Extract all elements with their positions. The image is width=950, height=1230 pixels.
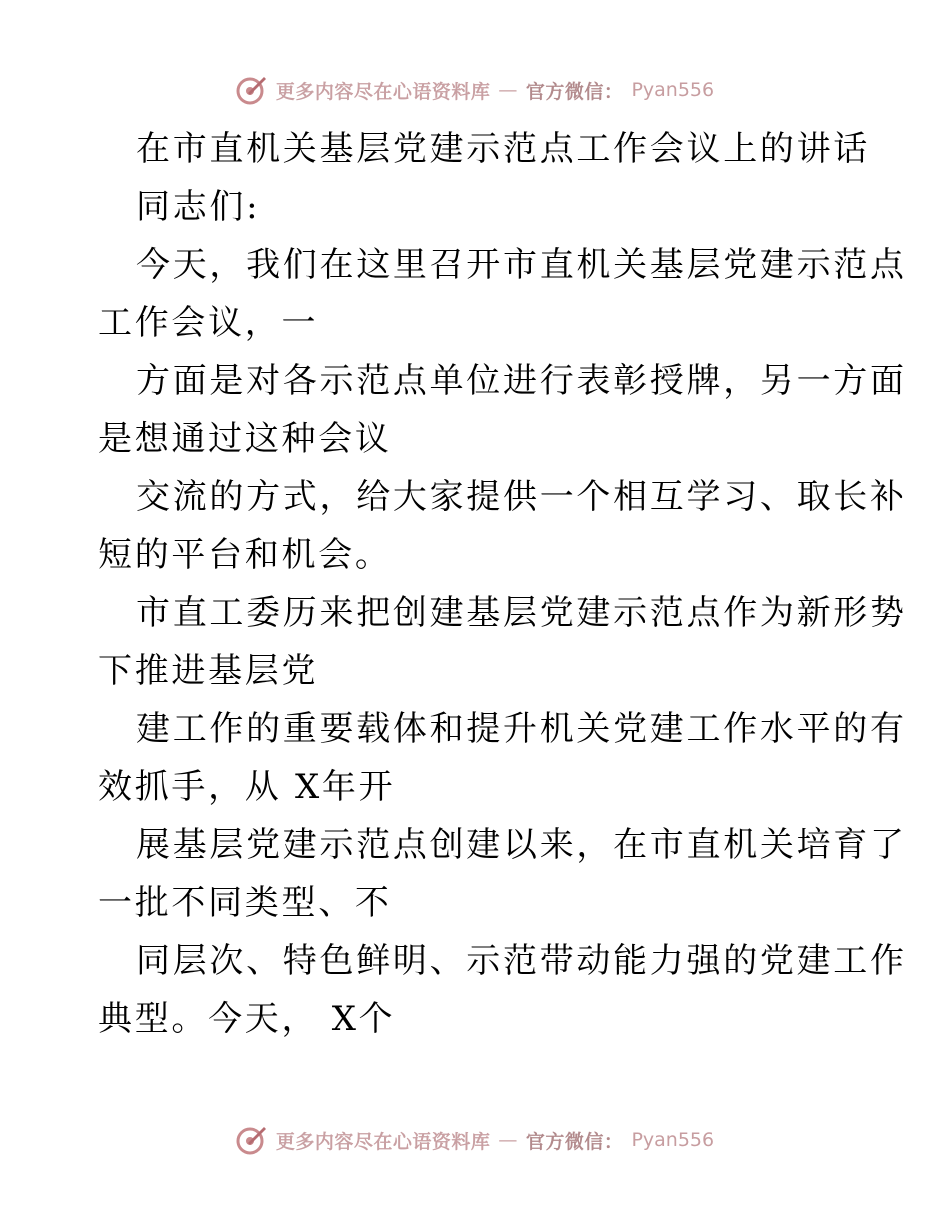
watermark-dash: — <box>498 1129 518 1151</box>
watermark-wechat-label: 官方微信： <box>525 1130 624 1153</box>
body-line: 方面是对各示范点单位进行表彰授牌，另一方面 <box>136 361 907 401</box>
body-line: 下推进基层党 <box>98 651 319 691</box>
watermark-wechat-id: Pyan556 <box>631 79 715 101</box>
watermark-wechat-id: Pyan556 <box>631 1129 715 1151</box>
body-line: 效抓手，从 X年开 <box>98 767 396 807</box>
quill-logo-icon <box>236 1124 268 1156</box>
watermark-brand: 更多内容尽在心语资料库 <box>275 1130 491 1153</box>
body-line: 工作会议，一 <box>98 303 319 343</box>
watermark-footer <box>0 1120 950 1160</box>
watermark-wechat-label: 官方微信： <box>525 80 624 103</box>
body-line: 一批不同类型、不 <box>98 883 392 923</box>
body-line: 交流的方式，给大家提供一个相互学习、取长补 <box>136 477 907 517</box>
body-line: 短的平台和机会。 <box>98 535 392 575</box>
body-line: 是想通过这种会议 <box>98 419 392 459</box>
document-title: 在市直机关基层党建示范点工作会议上的讲话 <box>136 129 870 169</box>
body-line: 建工作的重要载体和提升机关党建工作水平的有 <box>136 709 907 749</box>
watermark-dash: — <box>498 79 518 101</box>
watermark-header <box>0 70 950 110</box>
body-line: 今天，我们在这里召开市直机关基层党建示范点 <box>136 245 907 285</box>
body-line: 同层次、特色鲜明、示范带动能力强的党建工作 <box>136 941 907 981</box>
body-line: 市直工委历来把创建基层党建示范点作为新形势 <box>136 593 907 633</box>
body-line: 典型。今天， X个 <box>98 999 396 1039</box>
salutation: 同志们: <box>136 187 261 227</box>
watermark-brand: 更多内容尽在心语资料库 <box>275 80 491 103</box>
body-line: 展基层党建示范点创建以来，在市直机关培育了 <box>136 825 907 865</box>
quill-logo-icon <box>236 74 268 106</box>
